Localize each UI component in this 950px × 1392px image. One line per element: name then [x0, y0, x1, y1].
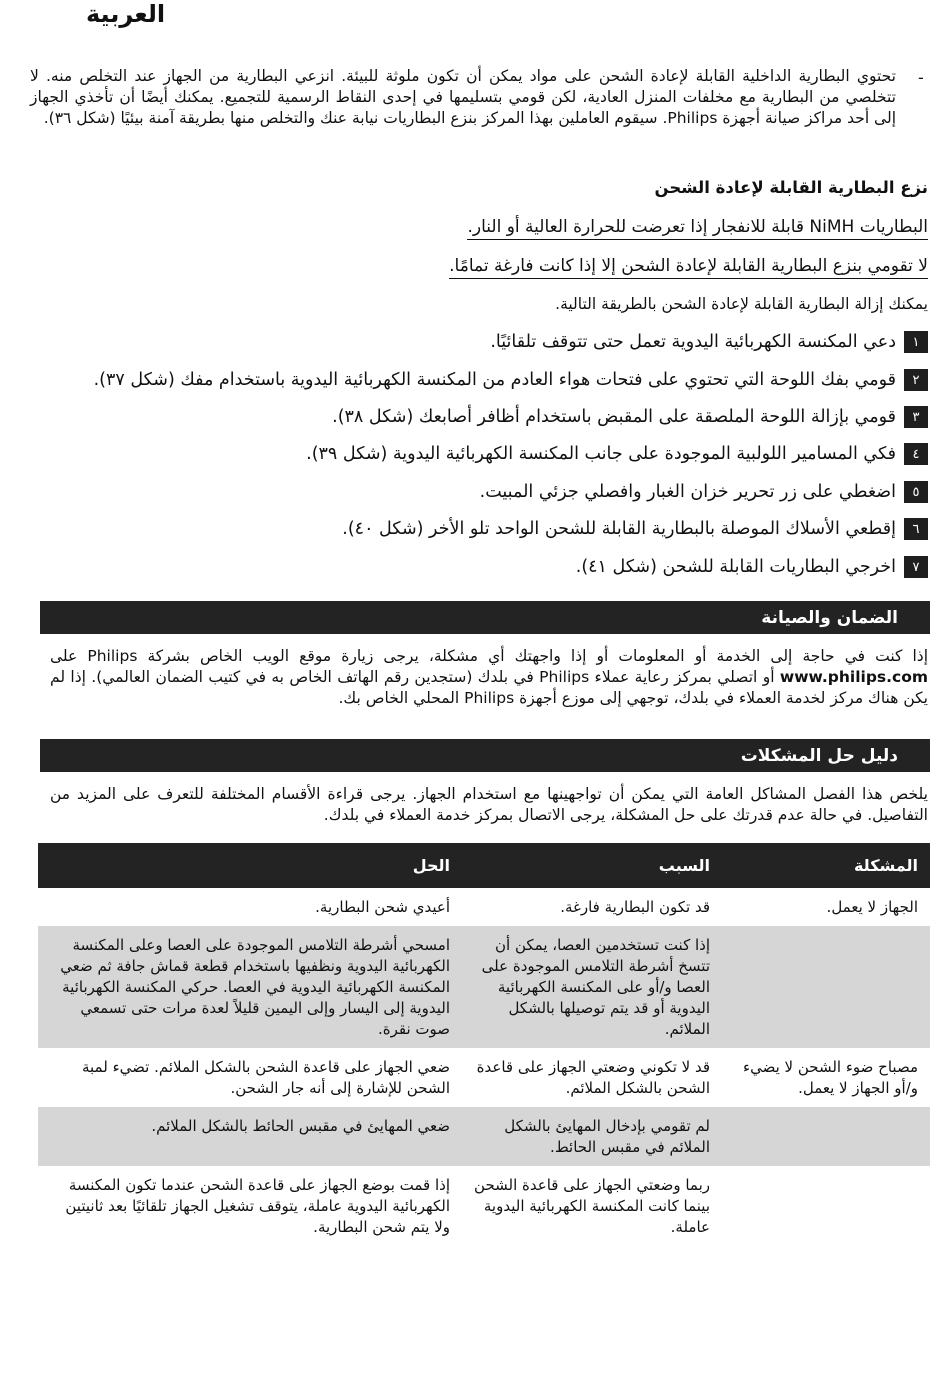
- warranty-section-header: الضمان والصيانة: [40, 601, 930, 634]
- step-number: ٣: [904, 406, 928, 428]
- step-number: ٢: [904, 369, 928, 391]
- table-row: [38, 1107, 930, 1166]
- cell-solution: ضعي المهايئ في مقبس الحائط بالشكل الملائم.: [38, 1107, 462, 1166]
- cell-problem: [722, 1166, 930, 1246]
- cell-solution: أعيدي شحن البطارية.: [315, 898, 450, 916]
- cell-cause: قد لا تكوني وضعتي الجهاز على قاعدة الشحن بالشكل الملائم.: [476, 1058, 710, 1097]
- step-text: فكي المسامير اللولبية الموجودة على جانب المكنسة الكهربائية اليدوية (شكل ٣٩).: [306, 444, 896, 464]
- step-1: [490, 331, 928, 353]
- step-4: [306, 443, 928, 465]
- step-text: اخرجي البطاريات القابلة للشحن (شكل ٤١).: [575, 557, 896, 577]
- step-number: ١: [904, 331, 928, 353]
- step-3: [332, 406, 928, 428]
- removal-lead-text: يمكنك إزالة البطارية القابلة لإعادة الشحن بالطريقة التالية.: [555, 295, 928, 313]
- table-header-row: [38, 843, 930, 888]
- troubleshooting-table: [38, 843, 930, 1246]
- cell-solution: امسحي أشرطة التلامس الموجودة على العصا وعلى المكنسة الكهربائية اليدوية ونظفيها باستخدام قطعة قماش جافة ثم ضعي المكنسة الكهربائية اليدوية في العصا. حركي المكنسة الكهربائية اليدوية إلى اليسار وإلى اليمين قليلاً لعدة مرات حتى تسمعي صوت نقرة.: [38, 926, 462, 1048]
- step-7: [576, 556, 928, 578]
- warning-explosion: البطاريات NiMH قابلة للانفجار إذا تعرضت للحرارة العالية أو النار.: [467, 217, 928, 240]
- column-header-solution: الحل: [38, 843, 462, 888]
- column-header-problem: المشكلة: [722, 843, 930, 888]
- troubleshooting-section-header: دليل حل المشكلات: [40, 739, 930, 772]
- cell-problem: [722, 926, 930, 1048]
- step-6: [342, 518, 928, 540]
- cell-problem: الجهاز لا يعمل.: [826, 898, 918, 916]
- warranty-paragraph: [50, 646, 928, 709]
- table-row: [38, 1166, 930, 1246]
- step-number: ٥: [904, 481, 928, 503]
- cell-cause: لم تقومي بإدخال المهايئ بالشكل الملائم في مقبس الحائط.: [462, 1107, 722, 1166]
- step-text: اضغطي على زر تحرير خزان الغبار وافصلي جزئي المبيت.: [479, 482, 896, 502]
- step-number: ٤: [904, 443, 928, 465]
- page-language-title: العربية: [86, 0, 166, 28]
- warranty-text-1: إذا كنت في حاجة إلى الخدمة أو المعلومات أو إذا واجهتك أي مشكلة، يرجى زيارة موقع الويب الخاص بشركة Philips على: [50, 647, 928, 665]
- table-row: [38, 926, 930, 1048]
- step-number: ٧: [904, 556, 928, 578]
- step-text: قومي بفك اللوحة التي تحتوي على فتحات هواء العادم من المكنسة الكهربائية اليدوية باستخدام مفك (شكل ٣٧).: [93, 370, 896, 390]
- cell-solution: ضعي الجهاز على قاعدة الشحن بالشكل الملائم. تضيء لمبة الشحن للإشارة إلى أنه جار الشحن.: [81, 1058, 450, 1097]
- step-5: [480, 481, 928, 503]
- cell-cause: قد تكون البطارية فارغة.: [560, 898, 710, 916]
- cell-cause: إذا كنت تستخدمين العصا، يمكن أن تتسخ أشرطة التلامس الموجودة على العصا و/أو على المكنسة الكهربائية اليدوية أو قد يتم توصيلها بالشكل الملائم.: [462, 926, 722, 1048]
- column-header-cause: السبب: [462, 843, 722, 888]
- cell-solution: إذا قمت بوضع الجهاز على قاعدة الشحن عندما تكون المكنسة الكهربائية اليدوية عاملة، يتوقف تشغيل الجهاز تلقائيًا بعد ثانيتين ولا يتم شحن البطارية.: [65, 1176, 450, 1236]
- step-text: إقطعي الأسلاك الموصلة بالبطارية القابلة للشحن الواحد تلو الأخر (شكل ٤٠).: [342, 519, 896, 539]
- philips-website-link[interactable]: www.philips.com: [779, 668, 929, 686]
- cell-cause: ربما وضعتي الجهاز على قاعدة الشحن بينما كانت المكنسة الكهربائية اليدوية عاملة.: [474, 1176, 710, 1236]
- battery-disposal-paragraph: تحتوي البطارية الداخلية القابلة لإعادة الشحن على مواد يمكن أن تكون ملوثة للبيئة. انزعي البطارية من الجهاز عند التخلص منه. لا تتخلصي من البطارية مع مخلفات المنزل العادية، لكن قومي بتسليمها في إحدى النقاط الرسمية للتجميع. يمكنك أيضًا أن تأخذي الجهاز إلى أحد مراكز صيانة أجهزة Philips. سيقوم العاملين بهذا المركز بنزع البطاريات نيابة عنك والتخلص منها بطريقة آمنة بيئيًا (شكل ٣٦).: [30, 67, 896, 127]
- list-dash: -: [918, 68, 924, 87]
- cell-problem: [722, 1107, 930, 1166]
- step-2: [94, 369, 928, 391]
- battery-removal-title: نزع البطارية القابلة لإعادة الشحن: [654, 178, 928, 197]
- warranty-text-2: أو اتصلي بمركز رعاية عملاء Philips في بلدك (ستجدين رقم الهاتف الخاص به في كتيب الضمان العالمي). إذا لم يكن هناك مركز لخدمة العملاء في بلدك، توجهي إلى موزع أجهزة Philips المحلي الخاص بك.: [50, 668, 928, 707]
- warning-empty-battery: لا تقومي بنزع البطارية القابلة لإعادة الشحن إلا إذا كانت فارغة تمامًا.: [449, 256, 928, 279]
- step-number: ٦: [904, 518, 928, 540]
- step-text: دعي المكنسة الكهربائية اليدوية تعمل حتى تتوقف تلقائيًا.: [490, 332, 896, 352]
- cell-problem: مصباح ضوء الشحن لا يضيء و/أو الجهاز لا يعمل.: [743, 1058, 918, 1097]
- table-row: [38, 1048, 930, 1107]
- table-row: [38, 888, 930, 926]
- troubleshooting-intro: يلخص هذا الفصل المشاكل العامة التي يمكن أن تواجهينها مع استخدام الجهاز. يرجى قراءة الأقسام المختلفة للتعرف على المزيد من التفاصيل. في حالة عدم قدرتك على حل المشكلة، يرجى الاتصال بمركز خدمة العملاء في بلدك.: [50, 785, 928, 824]
- step-text: قومي بإزالة اللوحة الملصقة على المقبض باستخدام أظافر أصابعك (شكل ٣٨).: [332, 407, 896, 427]
